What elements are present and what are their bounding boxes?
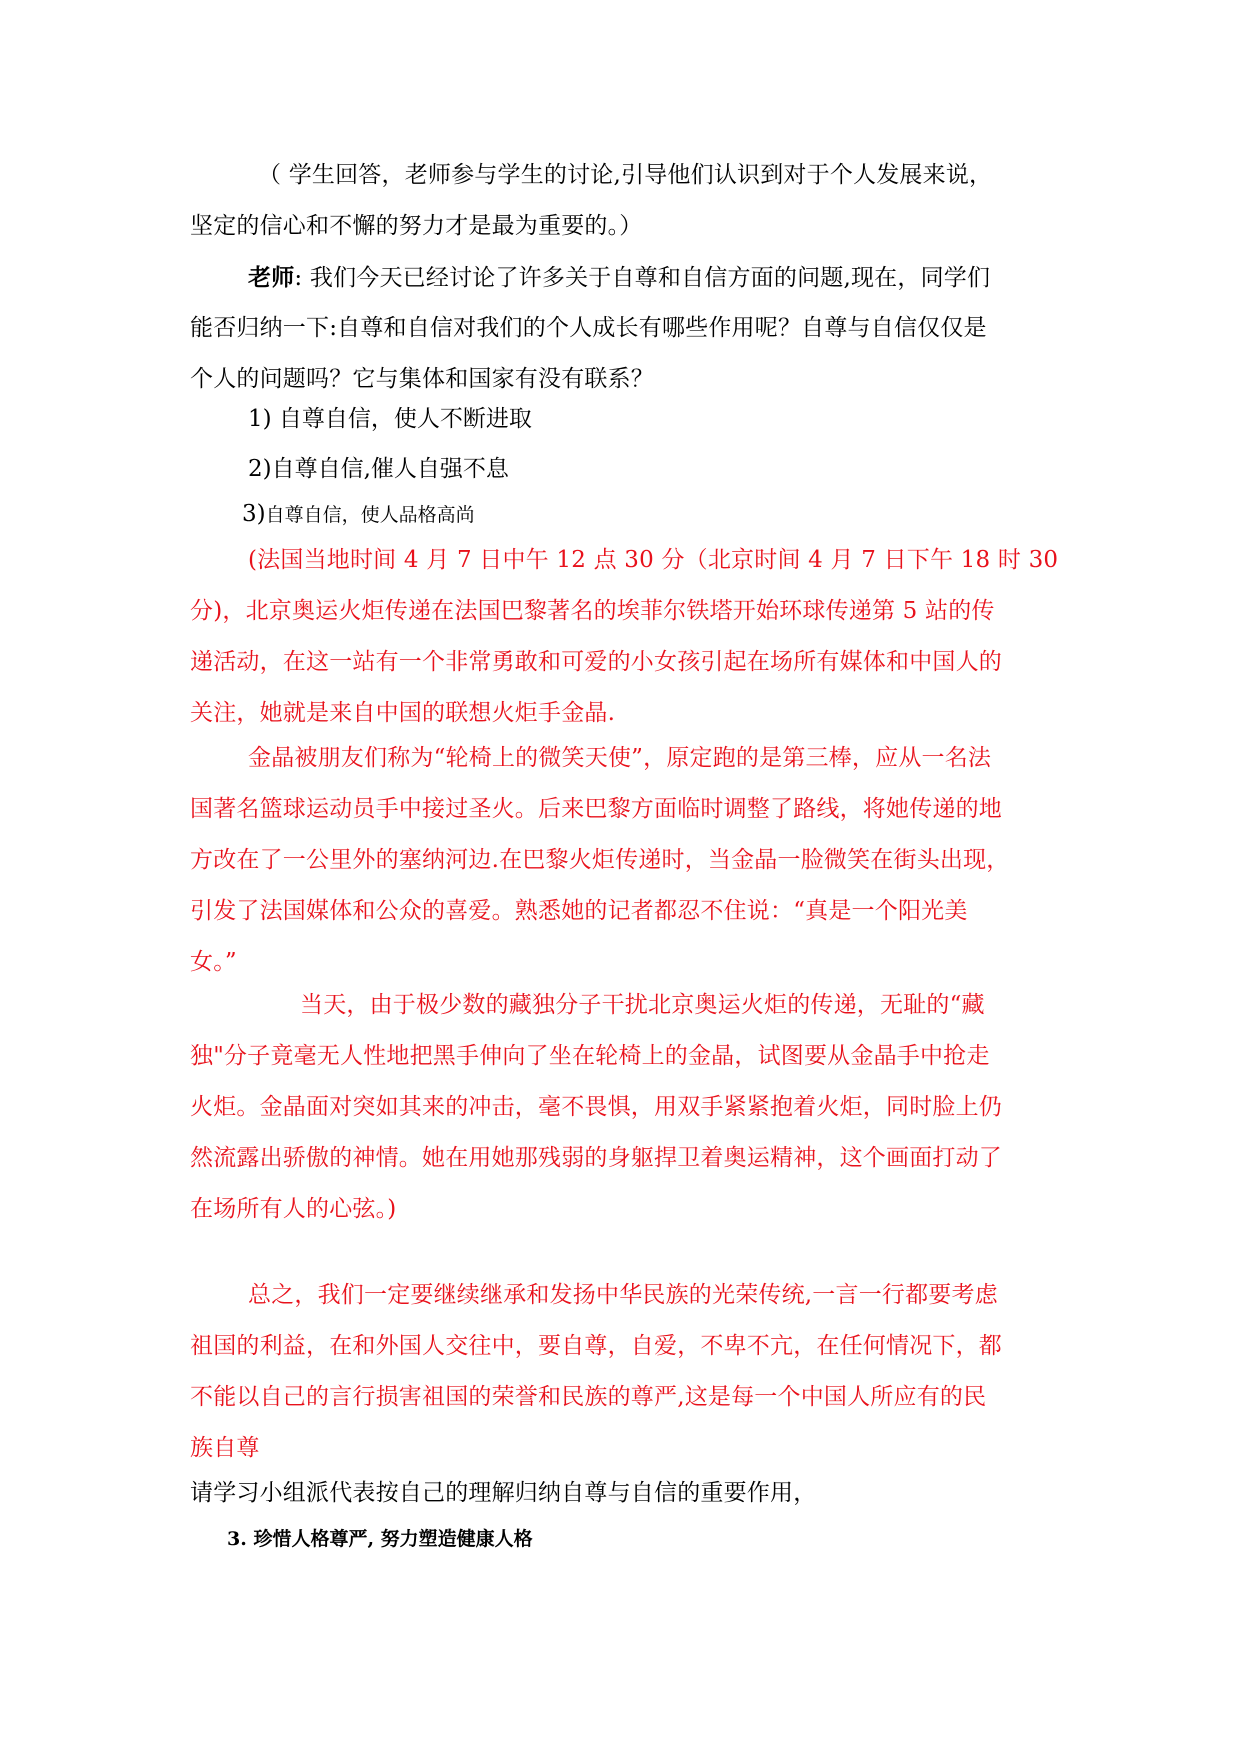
list-item-1: 1) 自尊自信，使人不断进取 [248, 406, 532, 432]
summary-line-2: 祖国的利益，在和外国人交往中，要自尊，自爱，不卑不亢，在任何情况下，都 [190, 1333, 1002, 1359]
student-answer-line-2: 坚定的信心和不懈的努力才是最为重要的。） [190, 213, 643, 239]
thatday-line-1: 当天，由于极少数的藏独分子干扰北京奥运火炬的传递，无耻的“藏 [300, 992, 985, 1018]
student-answer-paragraph [190, 150, 1055, 252]
teacher-line-2: 能否归纳一下:自尊和自信对我们的个人成长有哪些作用呢？自尊与自信仅仅是 [190, 315, 987, 341]
thatday-line-2: 独"分子竟毫无人性地把黑手伸向了坐在轮椅上的金晶，试图要从金晶手中抢走 [190, 1043, 990, 1069]
thatday-line-5: 在场所有人的心弦。) [190, 1196, 397, 1222]
list-item-3-text: 自尊自信，使人品格高尚 [265, 504, 475, 526]
summary-paragraph [190, 1270, 1055, 1474]
teacher-paragraph [190, 252, 1055, 405]
teacher-speaker-label: 老师 [248, 264, 295, 291]
summary-line-3: 不能以自己的言行损害祖国的荣誉和民族的尊严,这是每一个中国人所应有的民 [190, 1384, 987, 1410]
list-item-3-number: 3) [242, 501, 266, 527]
paris-line-1: (法国当地时间 4 月 7 日中午 12 点 30 分（北京时间 4 月 7 日下午 18 时 30 [248, 547, 1059, 573]
thatday-line-3: 火炬。金晶面对突如其来的冲击，毫不畏惧，用双手紧紧抱着火炬，同时脸上仍 [190, 1094, 1002, 1120]
request-paragraph [190, 1468, 1055, 1519]
request-line: 请学习小组派代表按自己的理解归纳自尊与自信的重要作用， [190, 1480, 817, 1506]
paris-line-3: 递活动，在这一站有一个非常勇敢和可爱的小女孩引起在场所有媒体和中国人的 [190, 649, 1002, 675]
summary-line-1: 总之，我们一定要继续继承和发扬中华民族的光荣传统,一言一行都要考虑 [248, 1282, 998, 1308]
jinjing-line-1: 金晶被朋友们称为“轮椅上的微笑天使”，原定跑的是第三棒，应从一名法 [248, 745, 992, 771]
teacher-line-1 [190, 252, 1055, 303]
jinjing-paragraph [190, 733, 1055, 988]
thatday-paragraph [190, 980, 1055, 1235]
list-item-2: 2)自尊自信,催人自强不息 [248, 456, 509, 482]
list-item-3 [242, 500, 475, 527]
jinjing-line-5: 女。” [190, 949, 237, 975]
thatday-line-4: 然流露出骄傲的神情。她在用她那残弱的身躯捍卫着奥运精神，这个画面打动了 [190, 1145, 1002, 1171]
paris-line-4: 关注，她就是来自中国的联想火炬手金晶. [190, 700, 616, 726]
jinjing-line-2: 国著名篮球运动员手中接过圣火。后来巴黎方面临时调整了路线，将她传递的地 [190, 796, 1002, 822]
summary-line-4: 族自尊 [190, 1435, 260, 1461]
teacher-line-3: 个人的问题吗？它与集体和国家有没有联系？ [190, 366, 654, 392]
teacher-line-1-text: : 我们今天已经讨论了许多关于自尊和自信方面的问题,现在，同学们 [294, 265, 991, 291]
paris-line-2: 分)，北京奥运火炬传递在法国巴黎著名的埃菲尔铁塔开始环球传递第 5 站的传 [190, 598, 995, 624]
student-answer-line-1: （ 学生回答，老师参与学生的讨论,引导他们认识到对于个人发展来说， [258, 162, 993, 188]
section-heading: 3. 珍惜人格尊严, 努力塑造健康人格 [227, 1528, 533, 1550]
jinjing-line-4: 引发了法国媒体和公众的喜爱。熟悉她的记者都忍不住说：“真是一个阳光美 [190, 898, 968, 924]
paris-relay-paragraph [190, 535, 1059, 739]
jinjing-line-3: 方改在了一公里外的塞纳河边.在巴黎火炬传递时，当金晶一脸微笑在街头出现， [190, 847, 1010, 873]
